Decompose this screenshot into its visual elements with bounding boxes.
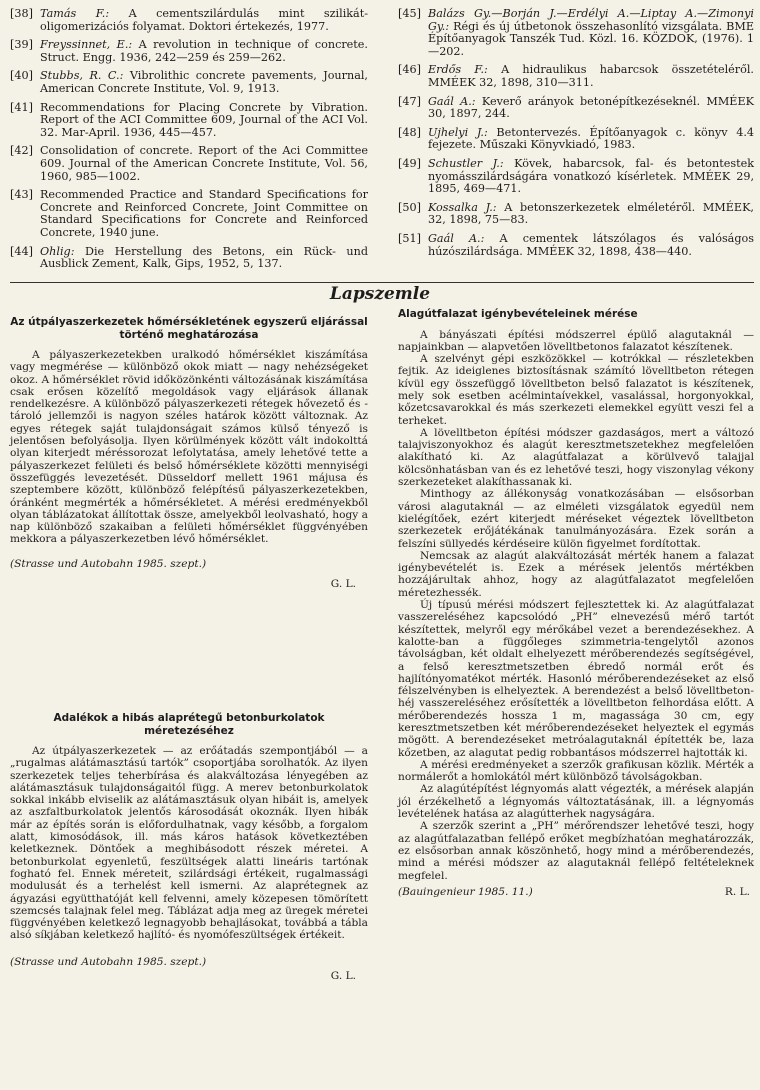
reference-item bbox=[10, 246, 368, 271]
reference-text bbox=[428, 8, 754, 58]
reference-body: A betonszerkezetek elméletéről. MMÉEK, 32, 1898, 75—83. bbox=[428, 200, 754, 227]
reference-author: Ohlig: bbox=[40, 244, 75, 258]
reference-body: Régi és új útbetonok összehasonlító vizsgálata. BME Építőanyagok Tanszék Tud. Közl. 16. KÖZDOK, (1976). 1—202. bbox=[428, 19, 754, 58]
reference-body: A revolution in technique of concrete. Struct. Engg. 1936, 242—259 és 259—262. bbox=[40, 38, 368, 64]
reference-body: Kövek, habarcsok, fal- és betontestek nyomásszilárdságára vonatkozó kísérletek. MMÉEK 29, 1895, 469—471. bbox=[428, 156, 755, 196]
article-paragraph: Nemcsak az alagút alakváltozását mérték hanem a falazat igénybevételét is. Ezek a mérések jelentős mértékben hozzájárultak ahhoz, hogy az alagútfalazatot megfelelően méretezhessék. bbox=[398, 549, 754, 599]
reference-number: [39] bbox=[10, 38, 33, 52]
reference-text bbox=[428, 233, 754, 258]
article-paragraph: Az útpályaszerkezetek — az erőátadás szempontjából — a „rugalmas alátámasztású tartók” csoportjába sorolhatók. Az ilyen szerkezetek teljes teherbírása és alakváltozása lényegében az alátámasztásuk tulajdonságaitól függ. A merev betonburkolatok sokkal inkább elviselik az alátámasztásuk olyan hibáit is, amelyek az aszfaltburkolatok jelentős károsodását okoznák. Ilyen hibák már az építés során is előfordulhatnak, vagy később, a forgalom alatt, kimosódások, ill. más káros hatások következtében keletkeznek. Döntőek a meghibásodott részek méretei. A betonburkolat egyenletű, feszültségek alatti lineáris tartónak fogható fel. Ennek méreteit, szilárdsági értékeit, rugalmassági modulusát és a terhelést kell ismerni. Az alaprétegnek az ágyazási együtthatóját kell felvenni, amely közepesen tömörített szemcsés talajnak felel meg. Táblázat adja meg az üregek méretei függvényében keletkező legnagyobb behajlásokat, továbbá a tábla alsó síkjában keletkező hajlító- és nyomófeszültségek értékeit. bbox=[10, 745, 368, 942]
article-source: (Strasse und Autobahn 1985. szept.) bbox=[10, 955, 207, 968]
article-paragraph: A pályaszerkezetekben uralkodó hőmérséklet kiszámítása vagy megmérése — különböző okok miatt — nagy nehézségeket okoz. A hőmérséklet rövid időközönkénti változásának kiszámítása csak erősen közelítő megoldások vagy eljárások állanak rendelkezésre. A különböző pályaszerkezeti rétegek hővezető és -tároló jellemzői is nagyon széles határok között változnak. Az egyes rétegek saját tulajdonságait számos külső tényező is jelentősen befolyásolja. Ilyen körülmények között vált indokolttá olyan kiterjedt méréssorozat lefolytatása, amely lehetővé tette a pályaszerkezet felületi és belső hőmérséklete közötti mennyiségi összefüggés levezetését. Düsseldorf mellett 1961 májusa és szeptembere között, különböző felépítésű pályaszerkezetekben, óránként megmérték a hőmérsékletet. A mérési eredményekből olyan táblázatokat állítottak össze, amelyekből leolvasható, hogy a nap különböző szakaiban a felületi hőmérséklet függvényében mekkora a pályaszerkezetben lévő hőmérséklet. bbox=[10, 349, 368, 546]
reference-item bbox=[398, 64, 754, 89]
reference-text bbox=[40, 39, 368, 64]
reference-item bbox=[10, 70, 368, 95]
reference-item bbox=[398, 8, 754, 58]
reference-body: Keverő arányok betonépítkezéseknél. MMÉEK 30, 1897, 244. bbox=[428, 94, 754, 121]
article-paragraph: A bányászati építési módszerrel épülő alagutaknál — napjainkban — alapvetően lövelltbetonos falazatot készítenek. bbox=[398, 328, 754, 353]
reference-body: Betontervezés. Építőanyagok c. könyv 4.4 fejezete. Műszaki Könyvkiadó, 1983. bbox=[428, 125, 755, 152]
reference-number: [50] bbox=[398, 200, 421, 214]
reference-number: [48] bbox=[398, 125, 421, 139]
article-paragraph: A lövelltbeton építési módszer gazdaságos, mert a változó talajviszonyokhoz és alagút keresztmetszetekhez megfelelően alakítható ki. Az alagútfalazat a körülvevő talajjal kölcsönhatásban van és ez lehetővé teszi, hogy viszonylag vékony szerkezeteket alakíthassanak ki. bbox=[398, 426, 754, 489]
article-paragraph: A szelvényt gépi eszközökkel — kotrókkal — részletekben fejtik. Az ideiglenes biztosításnak számító lövelltbeton rétegen kívül egy összefüggő lövelltbeton belső falazatot is készítenek, mely sok esetben acélmintaívekkel, vasalással, horgonyokkal, kőzetcsavarokkal és más szerkezeti elemekkel együtt veszi fel a terheket. bbox=[398, 353, 754, 427]
reference-author: Kossalka J.: bbox=[428, 200, 497, 214]
reference-number: [43] bbox=[10, 188, 33, 202]
reference-author: Tamás F.: bbox=[40, 7, 110, 20]
reference-item bbox=[10, 189, 368, 239]
reference-text bbox=[40, 8, 368, 33]
article-paragraph: Az alagútépítést légnyomás alatt végezték, a mérések alapján jól érzékelhető a légnyomás változtatásának, ill. a légnyomás levételének hatása az alagútterhek nagyságára. bbox=[398, 783, 754, 821]
reference-text bbox=[428, 127, 754, 152]
article-tunnel-lining bbox=[398, 308, 754, 898]
reference-number: [45] bbox=[398, 7, 421, 20]
reference-number: [46] bbox=[398, 63, 421, 77]
reference-item bbox=[10, 39, 368, 64]
reference-text bbox=[40, 70, 368, 95]
reference-item bbox=[398, 158, 754, 196]
reference-number: [38] bbox=[10, 7, 33, 20]
reference-body: Vibrolithic concrete pavements, Journal, American Concrete Institute, Vol. 9, 1913. bbox=[40, 69, 368, 95]
article-signature: R. L. bbox=[724, 885, 750, 898]
reference-item bbox=[10, 145, 368, 183]
reference-body: A cementek látszólagos és valóságos húzószilárdsága. MMÉEK 32, 1898, 438—440. bbox=[428, 231, 754, 258]
reference-number: [51] bbox=[398, 231, 421, 245]
article-concrete-pavement bbox=[10, 712, 368, 982]
reference-author: Stubbs, R. C.: bbox=[40, 69, 124, 83]
article-paragraph: Minthogy az állékonyság vonatkozásában — elsősorban városi alagutaknál — az elméleti vizsgálatok egyedül nem kielégítőek, ezért kiterjedt méréseket végeztek lövelltbeton szerkezetek erőjátékának tanulmányozására. Ezek során a felszíni süllyedés kérdéseire külön figyelmet fordítottak. bbox=[398, 488, 754, 550]
reference-text bbox=[40, 145, 368, 183]
reference-number: [40] bbox=[10, 69, 33, 83]
section-divider bbox=[10, 282, 754, 283]
reference-author: Erdős F.: bbox=[428, 63, 488, 77]
reference-body: Recommended Practice and Standard Specifications for Concrete and Reinforced Concrete, Joint Committee on Standard Specifications for Concrete and Reinforced Concrete, 1940 june. bbox=[40, 188, 368, 239]
reference-body: Die Herstellung des Betons, ein Rück- und Ausblick Zement, Kalk, Gips, 1952, 5, 137. bbox=[40, 244, 368, 271]
article-paragraph: Új típusú mérési módszert fejlesztettek ki. Az alagútfalazat vasszereléséhez kapcsolódó „PH” elnevezésű mérő tartót készítettek, melyről egy mérőkábel vezet a berendezésekhez. A kalotte-ban a függőleges szimmetria-tengelytől azonos távolságban, két oldalt elhelyezett mérőberendezés segítségével, a felső keresztmetszetben ébredő normál erőt és hajlítónyomatékot mérték. Hasonló mérőberendezéseket az első félszelvényben is elhelyeztek. A berendezést a belső lövelltbeton-héj vasszereléséhez erősítették a lövelltbeton felhordása előtt. A mérőberendezés hossza 1 m, magassága 30 cm, egy keresztmetszetben két mérőberendezéseket helyeztek el egymás mögött. A berendezéseket metróalagutaknál építették be, laza kőzetben, az alagutat pedig robbantásos módszerrel hajtották ki. bbox=[398, 599, 754, 759]
reference-author: Gaál A.: bbox=[428, 94, 476, 108]
reference-body: A hidraulikus habarcsok összetételéről. MMÉEK 32, 1898, 310—311. bbox=[428, 63, 754, 89]
article-signature: G. L. bbox=[330, 577, 356, 590]
article-signature: G. L. bbox=[330, 969, 356, 982]
reference-body: A cementszilárdulás mint szilikát-oligomerizációs folyamat. Doktori értekezés, 1977. bbox=[40, 7, 368, 33]
reference-author: Ujhelyi J.: bbox=[428, 125, 488, 139]
reference-item bbox=[398, 233, 754, 258]
reference-number: [47] bbox=[398, 94, 421, 108]
reference-text bbox=[40, 246, 368, 271]
reference-text bbox=[428, 158, 754, 196]
reference-number: [44] bbox=[10, 244, 33, 258]
article-road-temperature bbox=[10, 316, 368, 590]
reference-text bbox=[428, 64, 754, 89]
reference-item bbox=[398, 127, 754, 152]
reference-author: Balázs Gy.—Borján J.—Erdélyi A.—Liptay A.—Zimonyi Gy.: bbox=[428, 7, 754, 33]
reference-number: [49] bbox=[398, 156, 421, 170]
reference-list-right bbox=[398, 8, 754, 264]
section-title: Lapszemle bbox=[329, 284, 431, 304]
article-title: Alagútfalazat igénybevételeinek mérése bbox=[398, 308, 638, 320]
article-title: Az útpályaszerkezetek hőmérsékletének egyszerű eljárással történő meghatározása bbox=[10, 316, 368, 341]
reference-author: Freyssinnet, E.: bbox=[40, 38, 133, 52]
reference-author: Gaál A.: bbox=[428, 231, 485, 245]
reference-item bbox=[398, 202, 754, 227]
article-source: (Bauingenieur 1985. 11.) bbox=[398, 885, 533, 898]
reference-text bbox=[428, 202, 754, 227]
reference-text bbox=[40, 102, 368, 140]
article-title: Adalékok a hibás alaprétegű betonburkolatok méretezéséhez bbox=[53, 712, 325, 737]
reference-number: [41] bbox=[10, 100, 33, 114]
reference-number: [42] bbox=[10, 144, 33, 158]
reference-text bbox=[428, 96, 754, 121]
reference-body: Recommendations for Placing Concrete by Vibration. Report of the ACI Committee 609, Journal of the ACI Vol. 32. Mar-April. 1936, 445—457. bbox=[40, 100, 368, 139]
reference-item bbox=[10, 102, 368, 140]
article-paragraph: A szerzők szerint a „PH” mérőrendszer lehetővé teszi, hogy az alagútfalazatban fellépő erőket megbízhatóan meghatározzák, ez elsősorban annak köszönhető, hogy mind a mérőberendezés, mind a mérési módszer az alagutaknál fellépő feltételeknek megfelel. bbox=[398, 820, 754, 882]
reference-author: Schustler J.: bbox=[428, 156, 504, 170]
article-source: (Strasse und Autobahn 1985. szept.) bbox=[10, 557, 207, 570]
reference-list-left bbox=[10, 8, 368, 277]
reference-text bbox=[40, 189, 368, 239]
reference-item bbox=[10, 8, 368, 33]
article-paragraph: A mérési eredményeket a szerzők grafikusan közlik. Mérték a normálerőt a homlokától mért különböző távolságokban. bbox=[398, 758, 754, 784]
reference-body: Consolidation of concrete. Report of the Aci Committee 609. Journal of the American Concrete Institute, Vol. 56, 1960, 985—1002. bbox=[40, 144, 368, 183]
reference-item bbox=[398, 96, 754, 121]
article-footer bbox=[10, 956, 368, 968]
